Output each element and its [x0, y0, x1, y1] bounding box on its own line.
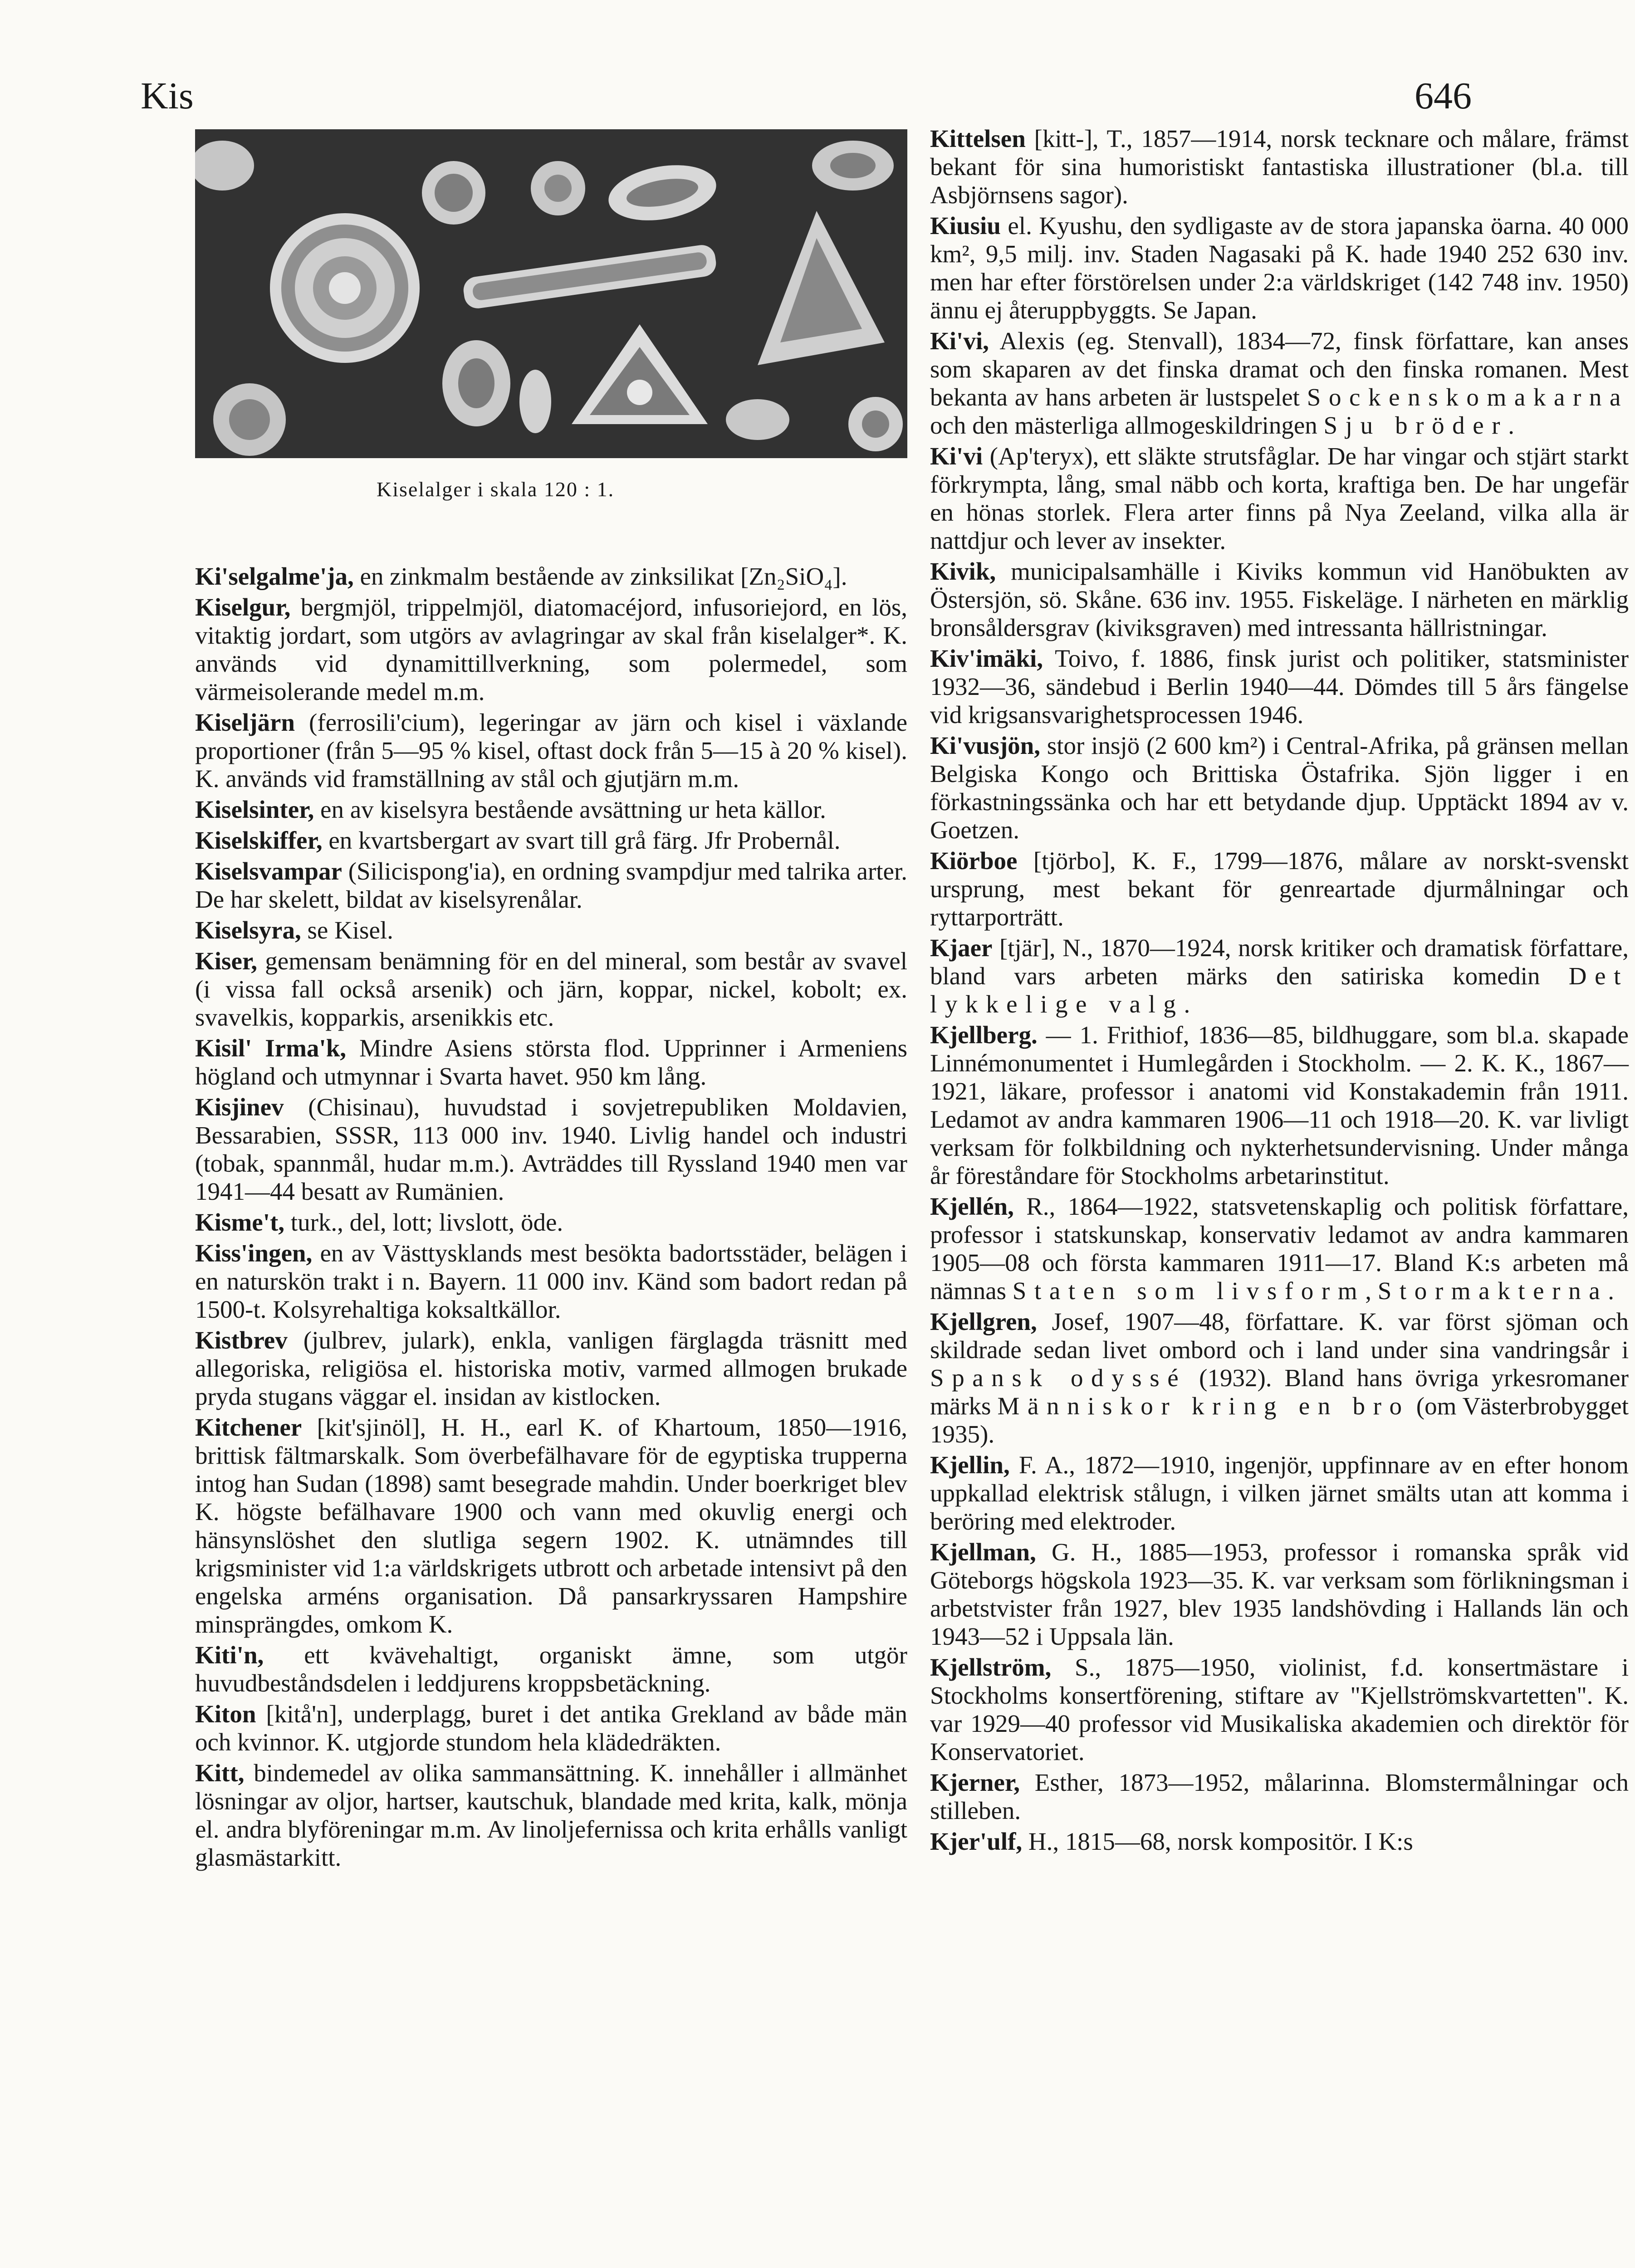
entry-text: H., 1815—68, norsk kompositör. I K:s: [1022, 1828, 1413, 1855]
entry-text: F. A., 1872—1910, ingenjör, uppfinnare av en efter honom uppkallad elektrisk stålugn, i vilken järnet smälts utan att komma i beröring med elektroder.: [930, 1451, 1629, 1535]
entry-headword: Ki'vi: [930, 442, 983, 470]
entry-spaced-title: Människor kring en bro: [997, 1392, 1410, 1420]
entry-text: och den mästerliga allmogeskildringen: [930, 411, 1324, 439]
dictionary-entry: [195, 1326, 907, 1411]
entry-text: (1932). Bland hans övriga yrkesromaner märks: [930, 1364, 1629, 1420]
dictionary-entry: [930, 847, 1629, 931]
running-head-word: Kis: [141, 75, 194, 117]
entry-headword: Kiselsyra,: [195, 916, 301, 944]
entry-text: Mindre Asiens största flod. Upprinner i Armeniens högland och utmynnar i Svarta havet. 950 km lång.: [195, 1034, 907, 1090]
entry-text: bindemedel av olika sammansättning. K. innehåller i allmänhet lösningar av oljor, hartser, kautschuk, blandade med krita, kalk, mönja el. andra blyföreningar m.m. Av linoljefernissa och krita erhålls vanligt glasmästarkitt.: [195, 1759, 907, 1871]
entry-headword: Kiusiu: [930, 212, 1001, 240]
dictionary-entry: [930, 557, 1629, 642]
diatom-figure: [195, 129, 907, 501]
entry-text: turk., del, lott; livslott, öde.: [284, 1208, 563, 1236]
dictionary-entry: [195, 857, 907, 914]
entry-headword: Kjellberg.: [930, 1021, 1038, 1049]
entry-headword: Kiser,: [195, 947, 257, 975]
entry-headword: Kjerner,: [930, 1769, 1020, 1796]
entry-text: [kit'sjinöl], H. H., earl K. of Khartoum, 1850—1916, brittisk fältmarskalk. Som överbefälhavare för de egyptiska trupperna intog han Sudan (1898) samt besegrade mahdin. Under boerkriget blev K. högste befälhavare 1900 och vann med okuvlig energi och hänsynslöshet den slutliga segern 1902. K. utnämndes till krigsminister vid 1:a världskrigets utbrott och arbetade intensivt på den engelska arméns organisation. Då pansarkryssaren Hampshire minsprängdes, omkom K.: [195, 1413, 907, 1638]
dictionary-entry: [195, 1700, 907, 1756]
dictionary-entry: [930, 1769, 1629, 1825]
dictionary-entry: [195, 1093, 907, 1206]
dictionary-entry: [930, 732, 1629, 844]
dictionary-entry: [930, 1538, 1629, 1651]
entry-headword: Kjellgren,: [930, 1308, 1037, 1335]
entry-headword: Kiselskiffer,: [195, 826, 323, 854]
entry-headword: Kjaer: [930, 934, 993, 962]
dictionary-entry: [195, 1208, 907, 1237]
entry-text: G. H., 1885—1953, professor i romanska språk vid Göteborgs högskola 1923—35. K. var verksam som förlikningsman i arbetstvister från 1927, blev 1935 landshövding i Hallands län och 1943—52 i Uppsala län.: [930, 1538, 1629, 1650]
entry-text: (julbrev, julark), enkla, vanligen färglagda träsnitt med allegoriska, religiösa el. historiska motiv, varmed allmogen brukade pryda stugans väggar el. insidan av kistlocken.: [195, 1326, 907, 1410]
entry-text: (om Västerbrobygget 1935).: [930, 1392, 1629, 1448]
entry-text: en zinkmalm bestående av zinksilikat [Zn₂SiO₄].: [353, 562, 847, 590]
dictionary-entry: [930, 1451, 1629, 1535]
entry-spaced-title: Sju bröder: [1323, 411, 1508, 439]
entry-text: (Chisinau), huvudstad i sovjetrepubliken Moldavien, Bessarabien, SSSR, 113 000 inv. 1940. Livlig handel och industri (tobak, spannmål, hudar m.m.). Avträddes till Ryssland 1940 men var 1941—44 besatt av Rumänien.: [195, 1093, 907, 1205]
entry-text: en av Västtysklands mest besökta badortsstäder, belägen i en naturskön trakt i n. Bayern. 11 000 inv. Känd som badort redan på 1500-t. Kolsyrehaltiga koksaltkällor.: [195, 1239, 907, 1323]
dictionary-entry: [195, 1239, 907, 1324]
entry-spaced-title: Det lykkelige valg: [930, 962, 1629, 1018]
entry-headword: Kitchener: [195, 1413, 302, 1441]
entry-headword: Ki'vusjön,: [930, 732, 1040, 759]
entry-text: (Silicispong'ia), en ordning svampdjur med talrika arter. De har skelett, bildat av kiselsyrenålar.: [195, 857, 907, 913]
entry-headword: Ki'vi,: [930, 327, 989, 355]
entry-text: — 1. Frithiof, 1836—85, bildhuggare, som bl.a. skapade Linnémonumentet i Humlegården i Stockholm. — 2. K. K., 1867—1921, läkare, professor i anatomi vid Konstakademin från 1911. Ledamot av andra kammaren 1906—11 och 1918—20. K. var livligt verksam för folkbildning och nykterhetsundervisning. Under många år föreståndare för Stockholms arbetarinstitut.: [930, 1021, 1629, 1189]
entry-text: gemensam benämning för en del mineral, som består av svavel (i vissa fall också arsenik) och järn, koppar, nickel, kobolt; ex. svavelkis, kopparkis, arsenikkis etc.: [195, 947, 907, 1031]
entry-headword: Kittelsen: [930, 125, 1026, 152]
dictionary-entry: [930, 934, 1629, 1018]
entry-headword: Kiörboe: [930, 847, 1018, 875]
dictionary-entry: [930, 1308, 1629, 1448]
entry-headword: Kisjinev: [195, 1093, 284, 1121]
entry-headword: Kiv'imäki,: [930, 645, 1043, 672]
entry-text: se Kisel.: [301, 916, 393, 944]
dictionary-entry: [195, 916, 907, 944]
figure-caption: Kiselalger i skala 120 : 1.: [377, 478, 615, 501]
right-column: [930, 125, 1629, 1858]
entry-headword: Kjellin,: [930, 1451, 1010, 1479]
dictionary-entry: [195, 562, 907, 591]
entry-headword: Kiselsvampar: [195, 857, 342, 885]
entry-spaced-title: Spansk odyssé: [930, 1364, 1187, 1392]
dictionary-entry: [195, 1034, 907, 1090]
entry-text: (Ap'teryx), ett släkte strutsfåglar. De har vingar och stjärt starkt förkrympta, lång, smal näbb och korta, kraftiga ben. De har ungefär en hönas storlek. Flera arter finns på Nya Zeeland, vilka alla är nattdjur och lever av insekter.: [930, 442, 1629, 554]
entry-text: ett kvävehaltigt, organiskt ämne, som utgör huvudbeståndsdelen i leddjurens kroppsbetäckning.: [195, 1641, 907, 1697]
dictionary-entry: [930, 442, 1629, 555]
entry-text: S., 1875—1950, violinist, f.d. konsertmästare i Stockholms konsertförening, stiftare av "Kjellströmskvartetten". K. var 1929—40 professor vid Musikaliska akademien och direktör för Konservatoriet.: [930, 1653, 1629, 1765]
entry-headword: Ki'selgalme'ja,: [195, 562, 354, 590]
entry-text: en kvartsbergart av svart till grå färg. Jfr Probernål.: [322, 826, 841, 854]
entry-text: [tjär], N., 1870—1924, norsk kritiker och dramatisk författare, bland vars arbeten märks den satiriska komedin: [930, 934, 1629, 990]
radial-diatom: [270, 213, 420, 363]
dictionary-entry: [930, 327, 1629, 440]
diatom-photo: [195, 129, 907, 458]
entry-headword: Kitt,: [195, 1759, 245, 1787]
entry-text: Toivo, f. 1886, finsk jurist och politiker, statsminister 1932—36, sändebud i Berlin 1940—44. Dömdes till 5 års fängelse vid krigsansvarighetsprocessen 1946.: [930, 645, 1629, 728]
entry-text: [kitå'n], underplagg, buret i det antika Grekland av både män och kvinnor. K. utgjorde stundom hela klädedräkten.: [195, 1700, 907, 1756]
entry-headword: Kivik,: [930, 557, 996, 585]
entry-headword: Kisil' Irma'k,: [195, 1034, 347, 1062]
left-column: [195, 562, 907, 1874]
entry-headword: Kjellman,: [930, 1538, 1036, 1566]
entry-text: Esther, 1873—1952, målarinna. Blomstermålningar och stilleben.: [930, 1769, 1629, 1824]
entry-headword: Kiti'n,: [195, 1641, 264, 1669]
entry-headword: Kiselsinter,: [195, 796, 314, 823]
entry-text: en av kiselsyra bestående avsättning ur heta källor.: [314, 796, 826, 823]
entry-text: ,: [1365, 1277, 1378, 1305]
entry-text: .: [1508, 411, 1514, 439]
entry-text: stor insjö (2 600 km²) i Central-Afrika, på gränsen mellan Belgiska Kongo och Brittiska Östafrika. Sjön ligger i en förkastningssänka och har ett betydande djup. Upptäckt 1894 av v. Goetzen.: [930, 732, 1629, 844]
entry-headword: Kjer'ulf,: [930, 1828, 1023, 1855]
entry-headword: Kisme't,: [195, 1208, 285, 1236]
entry-text: el. Kyushu, den sydligaste av de stora japanska öarna. 40 000 km², 9,5 milj. inv. Staden Nagasaki på K. hade 1940 252 630 inv. men har efter förstörelsen under 2:a världskriget (142 748 inv. 1950) ännu ej återuppbyggts. Se Japan.: [930, 212, 1629, 324]
entry-headword: Kiss'ingen,: [195, 1239, 313, 1267]
dictionary-entry: [195, 1759, 907, 1872]
entry-headword: Kiselgur,: [195, 593, 291, 621]
dictionary-entry: [930, 1193, 1629, 1305]
dictionary-entry: [195, 796, 907, 824]
entry-headword: Kjellén,: [930, 1193, 1014, 1220]
dictionary-entry: [195, 1641, 907, 1697]
dictionary-entry: [195, 593, 907, 706]
dictionary-entry: [930, 645, 1629, 729]
entry-text: (ferrosili'cium), legeringar av järn och kisel i växlande proportioner (från 5—95 % kisel, oftast dock från 5—15 à 20 % kisel). K. används vid framställning av stål och gjutjärn m.m.: [195, 709, 907, 792]
entry-headword: Kiseljärn: [195, 709, 295, 736]
dictionary-entry: [930, 212, 1629, 324]
entry-text: [tjörbo], K. F., 1799—1876, målare av norskt-svenskt ursprung, mest bekant för genreartade djurmålningar och ryttarporträtt.: [930, 847, 1629, 931]
entry-spaced-title: Stormakterna: [1377, 1277, 1608, 1305]
entry-spaced-title: Staten som livsform: [1012, 1277, 1366, 1305]
entry-text: R., 1864—1922, statsvetenskaplig och politisk författare, professor i statskunskap, konservativ ledamot av andra kammaren 1905—08 och första kammaren 1911—17. Bland K:s arbeten må nämnas: [930, 1193, 1629, 1305]
page-number: 646: [1415, 75, 1472, 117]
entry-text: .: [1184, 990, 1190, 1018]
dictionary-entry: [930, 125, 1629, 209]
entry-spaced-title: Sockenskomakarna: [1307, 383, 1629, 411]
dictionary-entry: [195, 947, 907, 1031]
dictionary-entry: [195, 1413, 907, 1638]
entry-text: [kitt-], T., 1857—1914, norsk tecknare och målare, främst bekant för sina humoristiskt fantastiska illustrationer (bl.a. till Asbjörnsens sagor).: [930, 125, 1629, 209]
entry-text: municipalsamhälle i Kiviks kommun vid Hanöbukten av Östersjön, sö. Skåne. 636 inv. 1955. Fiskeläge. I närheten en märklig bronsåldersgrav (kiviksgraven) med intressanta hällristningar.: [930, 557, 1629, 641]
entry-headword: Kjellström,: [930, 1653, 1052, 1681]
entry-text: Josef, 1907—48, författare. K. var först sjöman och skildrade sedan livet ombord och i land under sina vandringsår i: [930, 1308, 1629, 1364]
dictionary-entry: [195, 709, 907, 793]
dictionary-entry: [930, 1021, 1629, 1190]
entry-headword: Kiton: [195, 1700, 256, 1728]
dictionary-entry: [930, 1828, 1629, 1856]
dictionary-entry: [195, 826, 907, 855]
entry-headword: Kistbrev: [195, 1326, 288, 1354]
dictionary-entry: [930, 1653, 1629, 1766]
entry-text: bergmjöl, trippelmjöl, diatomacéjord, infusoriejord, en lös, vitaktig jordart, som utgörs av avlagringar av skal från kiselalger*. K. används vid dynamittillverkning, som polermedel, som värmeisolerande medel m.m.: [195, 593, 907, 705]
entry-text: Alexis (eg. Stenvall), 1834—72, finsk författare, kan anses som skaparen av det finska dramat och den finska romanen. Mest bekanta av hans arbeten är lustspelet: [930, 327, 1629, 411]
entry-text: .: [1608, 1277, 1614, 1305]
